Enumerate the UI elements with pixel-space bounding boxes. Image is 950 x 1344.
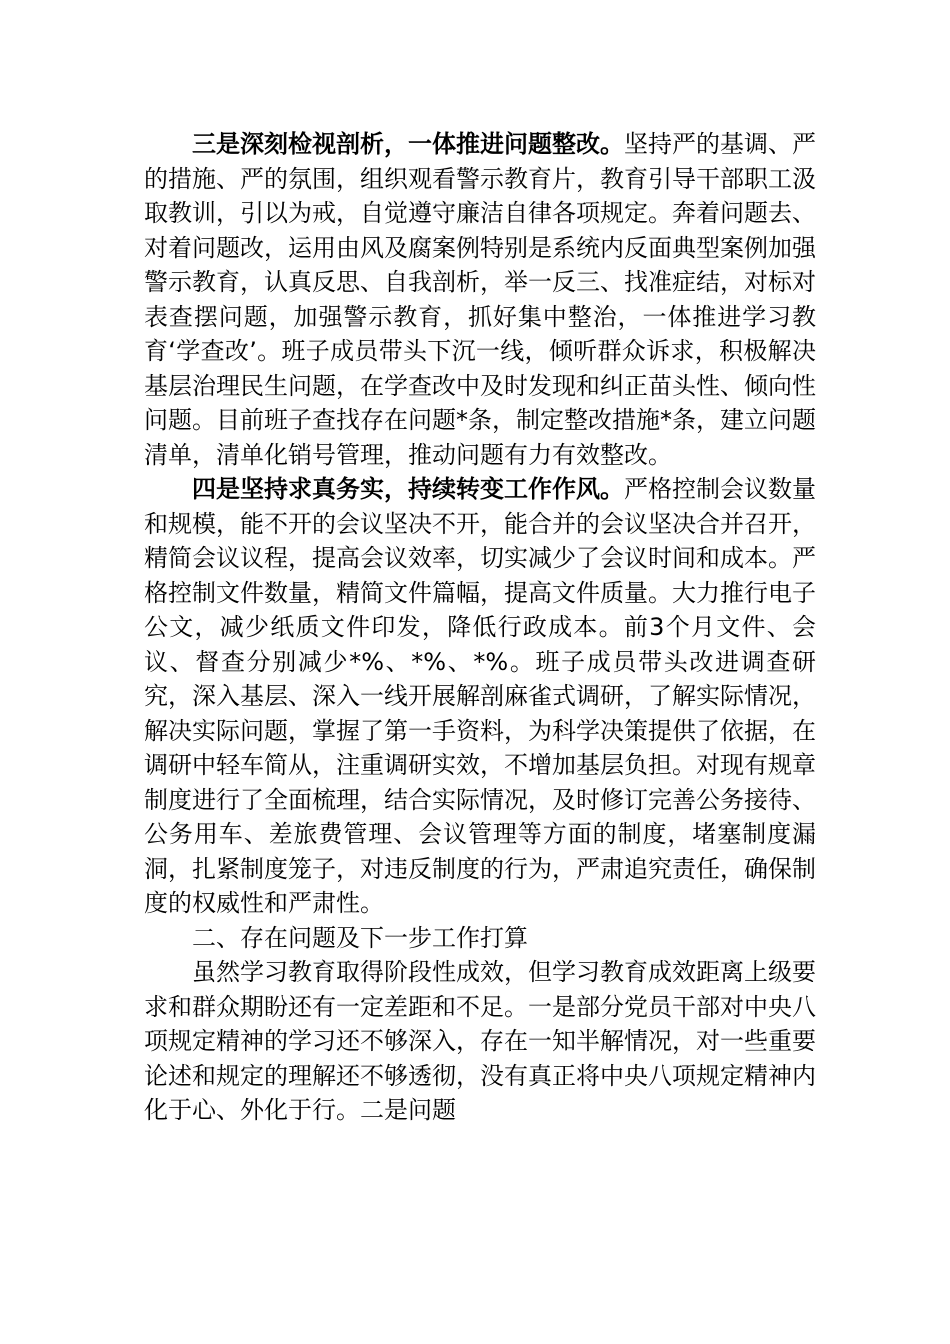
section-heading — [144, 921, 816, 956]
section-heading-text: 二、存在问题及下一步工作打算 — [192, 923, 528, 952]
paragraph-text: 虽然学习教育取得阶段性成效，但学习教育成效距离上级要求和群众期盼还有一定差距和不足。一是部分党员干部对中央八项规定精神的学习还不够深入，存在一知半解情况，对一些重要论述和规定的理解还不够透彻，没有真正将中央八项规定精神内化于心、外化于行。二是问题 — [144, 958, 816, 1124]
paragraph-heading: 四是坚持求真务实，持续转变工作作风。 — [192, 475, 624, 503]
paragraph-text: 坚持严的基调、严的措施、严的氛围，组织观看警示教育片，教育引导干部职工汲取教训，引以为戒，自觉遵守廉洁自律各项规定。奔着问题去、对着问题改，运用由风及腐案例特别是系统内反面典型案例加强警示教育，认真反思、自我剖析，举一反三、找准症结，对标对表查摆问题，加强警示教育，抓好集中整治，一体推进学习教育‘学查改’。班子成员带头下沉一线，倾听群众诉求，积极解决基层治理民生问题，在学查改中及时发现和纠正苗头性、倾向性问题。目前班子查找存在问题*条，制定整改措施*条，建立问题清单，清单化销号管理，推动问题有力有效整改。 — [144, 130, 816, 469]
paragraph-problems — [144, 955, 816, 1128]
paragraph-rectification — [144, 127, 816, 472]
paragraph-work-style — [144, 472, 816, 921]
paragraph-text: 严格控制会议数量和规模，能不开的会议坚决不开，能合并的会议坚决合并召开，精简会议议程，提高会议效率，切实减少了会议时间和成本。严格控制文件数量，精简文件篇幅，提高文件质量。大力推行电子公文，减少纸质文件印发，降低行政成本。前3个月文件、会议、督查分别减少*%、*%、*%。班子成员带头改进调查研究，深入基层、深入一线开展解剖麻雀式调研，了解实际情况，解决实际问题，掌握了第一手资料，为科学决策提供了依据，在调研中轻车简从，注重调研实效，不增加基层负担。对现有规章制度进行了全面梳理，结合实际情况，及时修订完善公务接待、公务用车、差旅费管理、会议管理等方面的制度，堵塞制度漏洞，扎紧制度笼子，对违反制度的行为，严肃追究责任，确保制度的权威性和严肃性。 — [144, 475, 816, 917]
paragraph-heading: 三是深刻检视剖析，一体推进问题整改。 — [192, 130, 624, 158]
document-body — [144, 127, 816, 1128]
